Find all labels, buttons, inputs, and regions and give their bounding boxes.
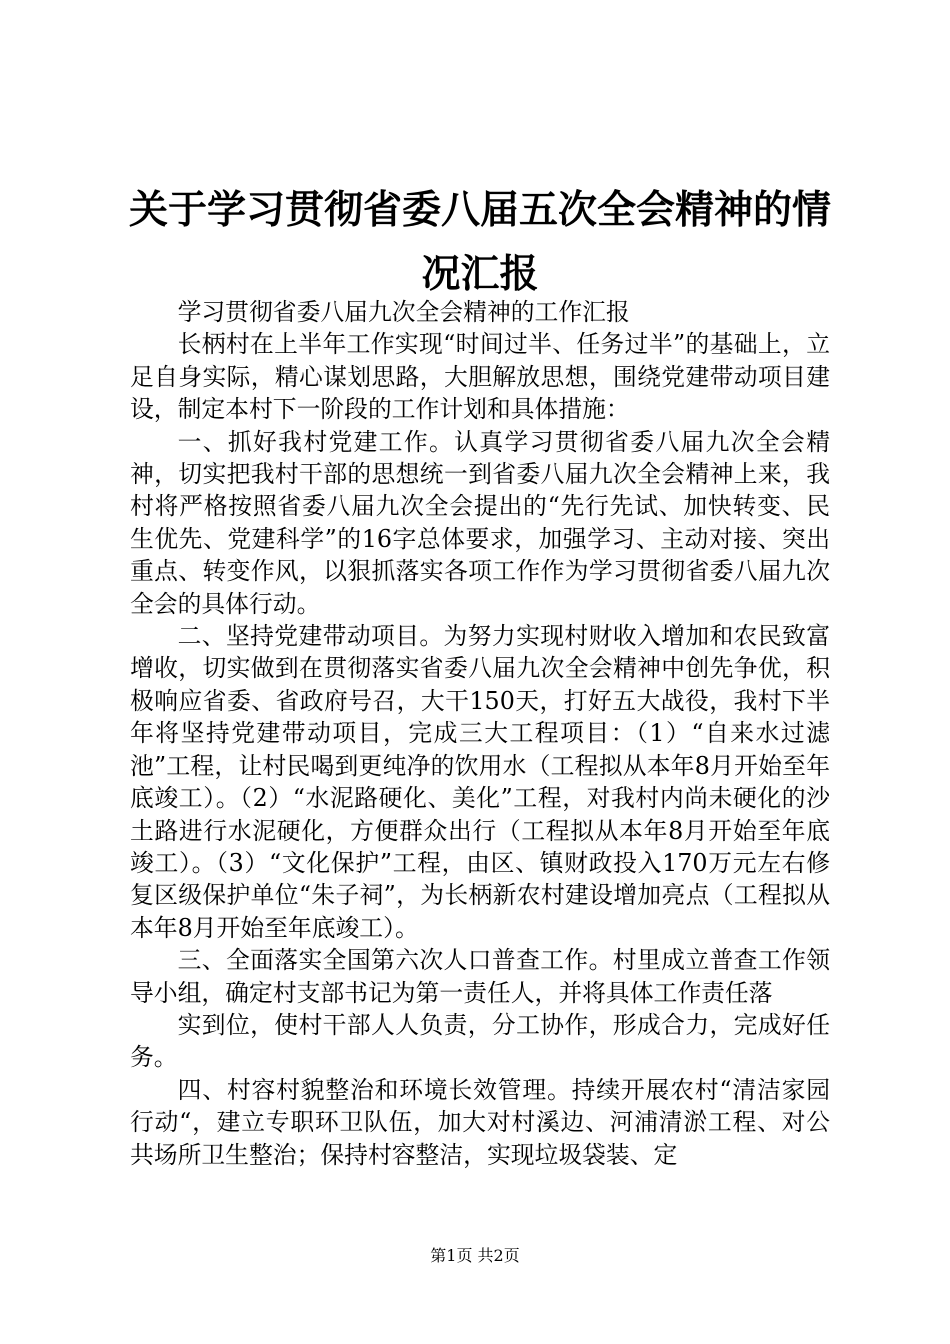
paragraph-section-3-continued: 实到位，使村干部人人负责，分工协作，形成合力，完成好任务。 [130,1010,830,1072]
paragraph-section-2: 二、坚持党建带动项目。为努力实现村财收入增加和农民致富增收，切实做到在贯彻落实省委八届九次全会精神中创先争优，积极响应省委、省政府号召，大干150天，打好五大战役，我村下半年将坚持党建带动项目，完成三大工程项目：（1）“自来水过滤池”工程，让村民喝到更纯净的饮用水（工程拟从本年8月开始至年底竣工）。（2）“水泥路硬化、美化”工程，对我村内尚未硬化的沙土路进行水泥硬化，方便群众出行（工程拟从本年8月开始至年底竣工）。（3）“文化保护”工程，由区、镇财政投入170万元左右修复区级保护单位“朱子祠”，为长柄新农村建设增加亮点（工程拟从本年8月开始至年底竣工）。 [130,622,830,942]
document-title: 关于学习贯彻省委八届五次全会精神的情况汇报 [128,187,831,297]
paragraph-section-3: 三、全面落实全国第六次人口普查工作。村里成立普查工作领导小组，确定村支部书记为第一责任人，并将具体工作责任落 [130,946,830,1007]
paragraph-subtitle: 学习贯彻省委八届九次全会精神的工作汇报 [177,298,630,326]
paragraph-section-4: 四、村容村貌整治和环境长效管理。持续开展农村“清洁家园行动“，建立专职环卫队伍，加大对村溪边、河浦清淤工程、对公共场所卫生整治；保持村容整洁，实现垃圾袋装、定 [130,1075,830,1169]
page-footer: 第1页 共2页 [430,1246,520,1265]
paragraph-section-1: 一、抓好我村党建工作。认真学习贯彻省委八届九次全会精神，切实把我村干部的思想统一到省委八届九次全会精神上来，我村将严格按照省委八届九次全会提出的“先行先试、加快转变、民生优先、党建科学”的16字总体要求，加强学习、主动对接、突出重点、转变作风，以狠抓落实各项工作作为学习贯彻省委八届九次全会的具体行动。 [130,427,830,618]
paragraph-intro: 长柄村在上半年工作实现“时间过半、任务过半”的基础上，立足自身实际，精心谋划思路，大胆解放思想，围绕党建带动项目建设，制定本村下一阶段的工作计划和具体措施： [130,330,830,424]
document-body [130,296,830,1171]
